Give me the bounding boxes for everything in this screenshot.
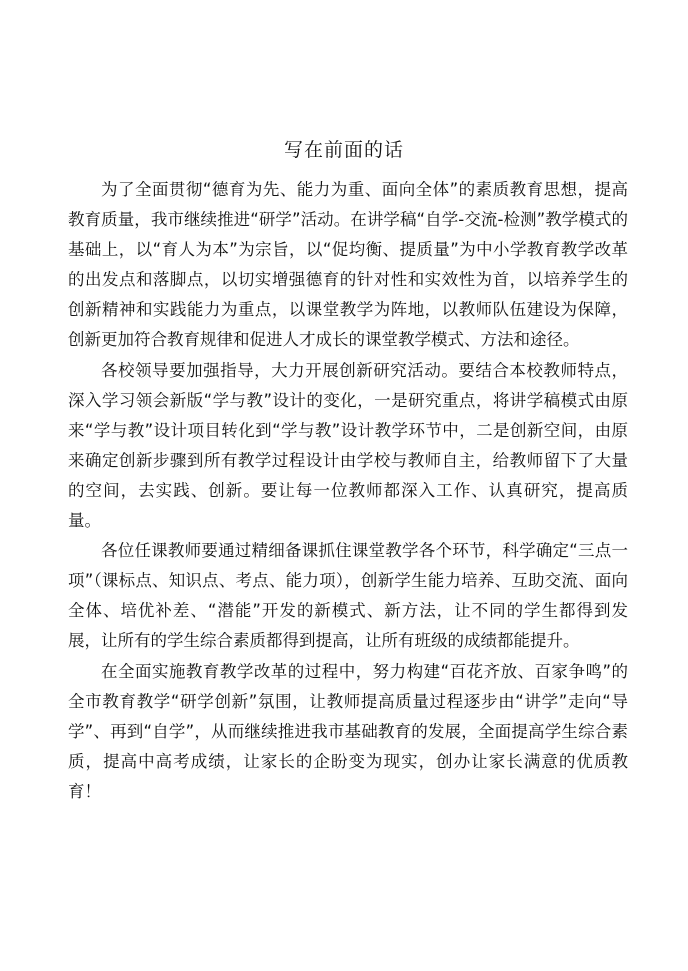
paragraph-4: 在全面实施教育教学改革的过程中，努力构建“百花齐放、百家争鸣”的全市教育教学“研学创新”氛围，让教师提高质量过程逐步由“讲学”走向“导学”、再到“自学”，从而继续推进我市基础教育的发展，全面提高学生综合素质，提高中高考成绩，让家长的企盼变为现实，创办让家长满意的优质教育！ <box>68 661 628 801</box>
page-title: 写在前面的话 <box>283 138 404 161</box>
paragraph-3: 各位任课教师要通过精细备课抓住课堂教学各个环节，科学确定“三点一项”（课标点、知识点、考点、能力项），创新学生能力培养、互助交流、面向全体、培优补差、“潜能”开发的新模式、新方法，让不同的学生都得到发展，让所有的学生综合素质都得到提高，让所有班级的成绩都能提升。 <box>68 541 628 651</box>
paragraph-2: 各校领导要加强指导，大力开展创新研究活动。要结合本校教师特点，深入学习领会新版“学与教”设计的变化，一是研究重点，将讲学稿模式由原来“学与教”设计项目转化到“学与教”设计教学环节中，二是创新空间，由原来确定创新步骤到所有教学过程设计由学校与教师自主，给教师留下了大量的空间，去实践、创新。要让每一位教师都深入工作、认真研究，提高质量。 <box>68 360 628 531</box>
paragraph-1: 为了全面贯彻“德育为先、能力为重、面向全体”的素质教育思想，提高教育质量，我市继续推进“研学”活动。在讲学稿“自学-交流-检测”教学模式的基础上，以“育人为本”为宗旨，以“促均衡、提质量”为中小学教育教学改革的出发点和落脚点，以切实增强德育的针对性和实效性为首，以培养学生的创新精神和实践能力为重点，以课堂教学为阵地，以教师队伍建设为保障，创新更加符合教育规律和促进人才成长的课堂教学模式、方法和途径。 <box>68 180 628 350</box>
document-body <box>68 175 628 807</box>
